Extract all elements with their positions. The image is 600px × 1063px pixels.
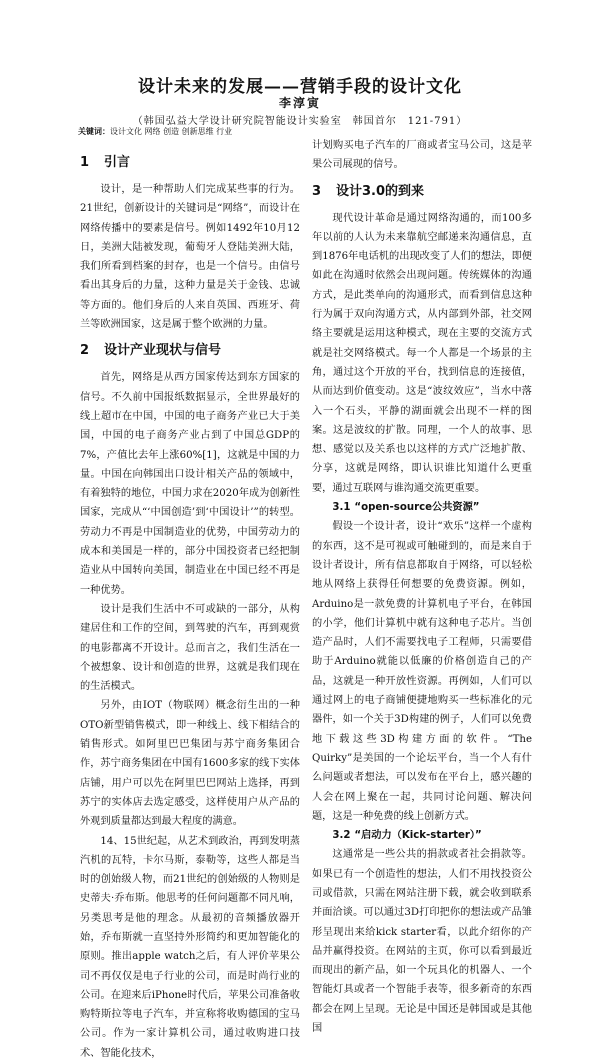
paragraph: 假设一个设计者，设计“欢乐”这样一个虚构的东西，这不是可视或可触碰到的，而是来自于设计者设计，所有信息都取自于网络，可以轻松地从网络上获得任何想要的免费资源。例如，Arduino是一款免费的计算机电子平台，在韩国的小学，他们计算机中就有这种电子芯片。当创造产品时，人们不需要找电子工程师，只需要借助于Arduino就能以低廉的价格创造自己的产品，这就是一种开放性资源。再例如，人们可以通过网上的电子商铺便捷地购买一些标准化的元器件，如一个关于3D构建的例子，人们可以免费地下载这些3D构建方面的软件。“The Quirky”是美国的一个论坛平台，当一个人有什么问题或者想法，可以发布在平台上，感兴趣的人会在网上聚在一起，共同讨论问题、解决问题，这是一种免费的线上创新方式。 bbox=[312, 517, 532, 826]
section-heading-2: 2 设计产业现状与信号 bbox=[80, 340, 300, 362]
paragraph: 首先，网络是从西方国家传达到东方国家的信号。不久前中国报纸数据显示，全世界最好的线上超市在中国，中国的电子商务产业已大于美国，中国的电子商务产业占到了中国总GDP的7%，产值比去年上涨60%[1]，这就是中国的力量。中国在向韩国出口设计相关产品的领域中，有着独特的地位，中国力求在2020年成为创新性国家，完成从“‘中国创造’到‘中国设计’”的转型。劳动力不再是中国制造业的优势，中国劳动力的成本和美国是一样的，部分中国投资者已经把制造业从中国转向美国，制造业在中国已经不再是一种优势。 bbox=[80, 368, 300, 600]
paragraph: 计划购买电子汽车的厂商或者宝马公司，这是苹果公司展现的信号。 bbox=[312, 136, 532, 175]
paragraph: 另外，由IOT（物联网）概念衍生出的一种OTO新型销售模式，即一种线上、线下相结合的销售形式。如阿里巴巴集团与苏宁商务集团合作，苏宁商务集团在中国有1600多家的线下实体店铺，用户可以先在阿里巴巴网站上选择，再到苏宁的实体店去选定感受，这样使用户从产品的外观到质量都达到最大程度的满意。 bbox=[80, 696, 300, 831]
subsection-heading-3-2: 3.2 “启动力（Kick-starter）” bbox=[312, 826, 532, 845]
keywords-text: 设计文化 网络 创造 创新思维 行业 bbox=[110, 127, 232, 136]
author: 李淳寅 bbox=[0, 94, 600, 111]
paragraph: 这通常是一些公共的捐款或者社会捐款等。如果已有一个创造性的想法，人们不用找投资公司或借款，只需在网站注册下载，就会收到联系并面洽谈。可以通过3D打印把你的想法或产品雏形呈现出来给kick starter看，以此介绍你的产品并赢得投资。在网站的主页，你可以看到最近而现出的新产品，如一个玩具化的机器人、一个智能灯具或者一个智能手表等，很多新奇的东西都会在网上呈现。无论是中国还是韩国或是其他国 bbox=[312, 845, 532, 1038]
section-heading-3: 3 设计3.0的到来 bbox=[312, 181, 532, 203]
paper-title: 设计未来的发展——营销手段的设计文化 bbox=[0, 72, 600, 97]
keywords-label: 关键词： bbox=[78, 126, 110, 136]
paragraph: 设计，是一种帮助人们完成某些事的行为。21世纪，创新设计的关键词是“网络”，而设计在网络传播中的要素是信号。例如1492年10月12日，美洲大陆被发现，葡萄牙人登陆美洲大陆，我们所看到档案的封存，也是一个信号。由信号看出其身后的力量，这种力量是关于金钱、忠诚等方面的。他们身后的人来自英国、西班牙、荷兰等欧洲国家，这是属于整个欧洲的力量。 bbox=[80, 180, 300, 334]
left-column bbox=[80, 146, 300, 1063]
section-heading-1: 1 引言 bbox=[80, 152, 300, 174]
subsection-heading-3-1: 3.1 “open-source公共资源” bbox=[312, 498, 532, 517]
right-column bbox=[312, 136, 532, 1038]
keywords bbox=[78, 126, 232, 137]
paragraph: 14、15世纪起，从艺术到政治，再到发明蒸汽机的瓦特，卡尔马斯，泰勒等，这些人都是当时的创始级人物，而21世纪的创始级的人物则是史蒂夫·乔布斯。他思考的任何问题都不同凡响，另类思考是他的理念。从最初的音频播放器开始，乔布斯就一直坚持外形简约和更加智能化的原则。推出apple watch之后，有人评价苹果公司不再仅仅是电子行业的公司，而是时尚行业的公司。在迎来后iPhone时代后，苹果公司准备收购特斯拉等电子汽车，并宣称将收购德国的宝马公司。作为一家计算机公司，通过收购进口技术、智能化技术， bbox=[80, 832, 300, 1063]
paragraph: 设计是我们生活中不可或缺的一部分，从构建居住和工作的空间，到驾驶的汽车，再到观赏的电影都离不开设计。总而言之，我们生活在一个被想象、设计和创造的世界，这就是我们现在的生活模式。 bbox=[80, 600, 300, 696]
paragraph: 现代设计革命是通过网络沟通的，而100多年以前的人认为未来靠航空邮递来沟通信息，直到1876年电话机的出现改变了人们的想法，即便如此在沟通时依然会出现问题。传统媒体的沟通方式，是此类单向的沟通形式，而看到信息这种行为属于双向沟通方式，从内部到外部，社交网络主要就是运用这种模式，现在主要的交流方式就是社交网络模式。每一个人都是一个场景的主角，通过这个开放的平台，找到信息的连接值，从而达到价值变动。这是“波纹效应”，当水中落入一个石头，平静的湖面就会出现不一样的图案。这是波纹的扩散。同理，一个人的故事、思想、感觉以及关系也以这样的方式广泛地扩散、分享，这就是网络，即认识谁比知道什么更重要，通过互联网与谁沟通交流更重要。 bbox=[312, 209, 532, 498]
affiliation: （韩国弘益大学设计研究院智能设计实验室 韩国首尔 121-791） bbox=[0, 112, 600, 127]
